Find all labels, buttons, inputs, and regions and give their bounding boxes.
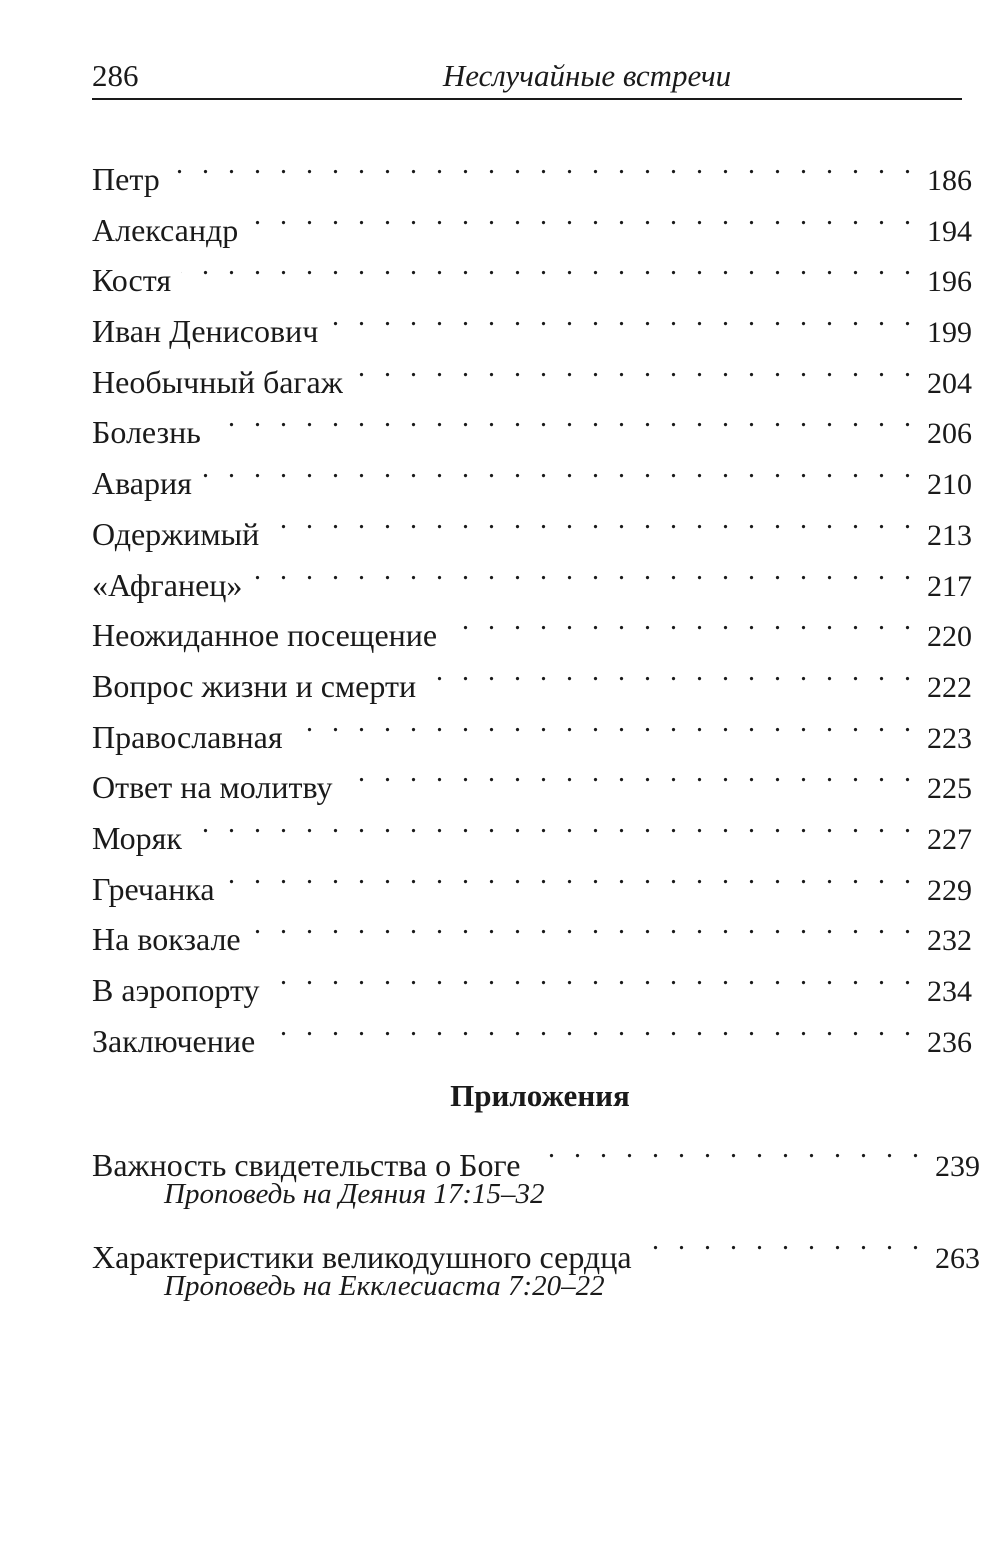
dot-leader (269, 495, 917, 545)
toc-entry-title: Неожиданное посещение (92, 617, 438, 654)
toc-entry-title: Гречанка (92, 870, 215, 907)
toc-entry-title: В аэропорту (92, 972, 260, 1008)
toc-entry-title: Заключение (92, 1022, 256, 1059)
dot-leader (447, 596, 917, 646)
toc-entry-title: Авария (92, 465, 192, 502)
toc-entry-page: 199 (927, 316, 972, 350)
appendix-entry (92, 1218, 980, 1275)
dot-leader (642, 1218, 925, 1268)
toc-entry-page: 236 (927, 1025, 972, 1059)
toc-entry-page: 225 (927, 772, 972, 806)
dot-leader (251, 900, 917, 950)
appendix-entry-page: 263 (935, 1242, 980, 1275)
toc-entry-page: 217 (927, 569, 972, 603)
toc-entry-title: Петр (92, 161, 160, 197)
appendix-entry-subtitle: Проповедь на Деяния 17:15–32 (164, 1178, 545, 1210)
toc-entry-title: Моряк (92, 819, 182, 856)
toc-entry-title: Вопрос жизни и смерти (92, 667, 417, 704)
toc-entry-title: Одержимый (92, 515, 260, 552)
toc-entry-page: 194 (927, 214, 972, 248)
toc-entry-title: Иван Денисович (92, 313, 319, 350)
toc-entry-title: Православная (92, 718, 283, 755)
toc-entry-page: 220 (927, 620, 972, 654)
appendix-entry-title: Важность свидетельства о Боге (92, 1147, 521, 1183)
dot-leader (353, 343, 917, 393)
toc-entry-page: 186 (927, 164, 972, 197)
page-header (92, 52, 962, 100)
toc-entry (92, 191, 972, 248)
toc-entry-page: 234 (927, 975, 972, 1008)
dot-leader (252, 546, 917, 596)
toc-entry-page: 222 (927, 670, 972, 704)
dot-leader (426, 647, 917, 697)
toc-entry-title: На вокзале (92, 921, 241, 958)
toc-entry-title: «Афганец» (92, 566, 243, 603)
appendix-entry-page: 239 (935, 1150, 980, 1183)
toc-entry (92, 140, 972, 197)
toc-entry-page: 206 (927, 417, 972, 451)
page-number: 286 (92, 58, 139, 93)
dot-leader (225, 850, 917, 900)
toc-entry-page: 232 (927, 924, 972, 958)
dot-leader (265, 1002, 917, 1052)
toc-entry (92, 393, 972, 451)
dot-leader (211, 393, 917, 443)
toc-entry-page: 223 (927, 721, 972, 755)
toc-entry-title: Александр (92, 211, 239, 248)
dot-leader (181, 241, 917, 291)
toc-entry (92, 495, 972, 552)
dot-leader (342, 748, 917, 798)
dot-leader (293, 698, 917, 748)
toc-entry (92, 850, 972, 907)
table-of-contents (92, 140, 972, 1059)
dot-leader (530, 1126, 925, 1176)
appendix-entry (92, 1126, 980, 1183)
running-title: Неслучайные встречи (442, 58, 732, 93)
dot-leader (192, 799, 917, 849)
appendix-heading: Приложения (450, 1078, 630, 1113)
dot-leader (202, 444, 917, 494)
appendix-entry-title: Характеристики великодушного сердца (92, 1239, 632, 1275)
toc-entry (92, 900, 972, 958)
toc-entry-title: Костя (92, 262, 172, 299)
toc-entry-title: Необычный багаж (92, 363, 343, 400)
toc-entry (92, 241, 972, 299)
toc-entry-page: 227 (927, 822, 972, 856)
dot-leader (270, 951, 917, 1001)
toc-entry (92, 292, 972, 350)
appendix-entry-subtitle: Проповедь на Екклесиаста 7:20–22 (164, 1270, 605, 1302)
toc-entry (92, 799, 972, 856)
dot-leader (170, 140, 917, 190)
toc-entry (92, 444, 972, 502)
toc-entry-page: 210 (927, 468, 972, 502)
dot-leader (248, 191, 917, 241)
toc-entry-page: 196 (927, 265, 972, 299)
toc-entry-page: 229 (927, 873, 972, 907)
toc-entry-page: 204 (927, 366, 972, 400)
toc-entry-title: Болезнь (92, 414, 201, 451)
toc-entry-title: Ответ на молитву (92, 769, 333, 806)
toc-entry-page: 213 (927, 518, 972, 552)
dot-leader (328, 292, 917, 342)
appendix-list (92, 1126, 980, 1310)
